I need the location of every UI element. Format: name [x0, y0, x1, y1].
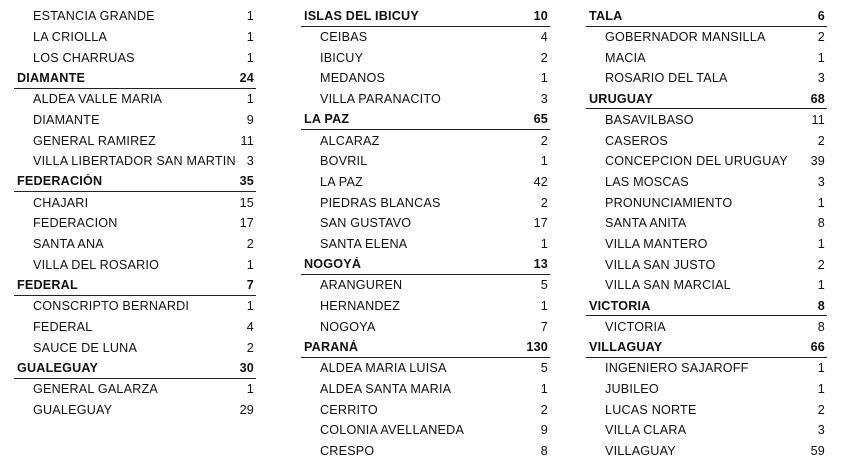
locality-row	[586, 234, 827, 255]
locality-row	[586, 68, 827, 89]
locality-count: 8	[540, 444, 548, 459]
locality-count: 42	[533, 174, 548, 189]
locality-name: GENERAL RAMIREZ	[33, 133, 156, 148]
department-total: 10	[533, 8, 548, 23]
locality-name: CONSCRIPTO BERNARDI	[33, 299, 190, 314]
locality-name: ALDEA VALLE MARIA	[33, 92, 163, 107]
locality-row	[14, 151, 256, 172]
department-total: 65	[533, 112, 548, 127]
department-header	[14, 358, 256, 379]
locality-name: ALCARAZ	[320, 133, 380, 148]
locality-name: LUCAS NORTE	[605, 402, 697, 417]
locality-row	[14, 254, 256, 275]
locality-row	[14, 379, 256, 400]
locality-row	[14, 317, 256, 338]
locality-name: MACIA	[605, 50, 646, 65]
department-header	[301, 6, 550, 27]
locality-name: VILLAGUAY	[605, 444, 676, 459]
department-name: DIAMANTE	[17, 70, 86, 85]
locality-count: 3	[246, 154, 254, 169]
locality-row	[586, 27, 827, 48]
locality-count: 9	[246, 112, 254, 127]
locality-row	[14, 296, 256, 317]
locality-name: LOS CHARRUAS	[33, 50, 135, 65]
locality-count: 2	[817, 402, 825, 417]
locality-name: LA CRIOLLA	[33, 30, 108, 45]
department-header	[586, 89, 827, 110]
locality-row	[301, 296, 550, 317]
locality-count: 1	[246, 257, 254, 272]
department-header	[301, 110, 550, 131]
locality-count: 17	[239, 216, 254, 231]
locality-row	[586, 441, 827, 461]
locality-name: BASAVILBASO	[605, 112, 694, 127]
department-name: NOGOYÁ	[304, 257, 362, 272]
locality-name: GOBERNADOR MANSILLA	[605, 30, 766, 45]
locality-count: 1	[540, 154, 548, 169]
locality-count: 5	[540, 361, 548, 376]
locality-count: 1	[540, 381, 548, 396]
locality-count: 1	[817, 278, 825, 293]
locality-count: 3	[540, 92, 548, 107]
locality-name: CONCEPCION DEL URUGUAY	[605, 154, 788, 169]
locality-row	[301, 89, 550, 110]
locality-row	[586, 47, 827, 68]
locality-count: 5	[540, 278, 548, 293]
locality-name: SAUCE DE LUNA	[33, 340, 138, 355]
locality-row	[301, 379, 550, 400]
locality-name: CERRITO	[320, 402, 378, 417]
department-header	[14, 275, 256, 296]
department-total: 66	[810, 340, 825, 355]
department-header	[301, 337, 550, 358]
locality-row	[301, 47, 550, 68]
locality-row	[301, 151, 550, 172]
locality-name: IBICUY	[320, 50, 364, 65]
locality-name: GENERAL GALARZA	[33, 381, 159, 396]
locality-row	[586, 420, 827, 441]
department-name: VICTORIA	[589, 298, 651, 313]
locality-count: 2	[246, 237, 254, 252]
locality-name: VILLA PARANACITO	[320, 92, 442, 107]
department-header	[586, 337, 827, 358]
department-name: FEDERAL	[17, 277, 78, 292]
locality-name: SANTA ANA	[33, 237, 104, 252]
locality-name: CEIBAS	[320, 30, 368, 45]
locality-name: CASEROS	[605, 133, 668, 148]
department-name: FEDERACIÓN	[17, 174, 103, 189]
locality-count: 7	[540, 319, 548, 334]
locality-row	[301, 68, 550, 89]
locality-name: VILLA DEL ROSARIO	[33, 257, 160, 272]
locality-name: VILLA LIBERTADOR SAN MARTIN	[33, 154, 236, 169]
locality-name: ALDEA MARIA LUISA	[320, 361, 447, 376]
locality-name: INGENIERO SAJAROFF	[605, 361, 749, 376]
department-total: 8	[817, 298, 825, 313]
locality-name: SANTA ANITA	[605, 216, 687, 231]
locality-count: 2	[817, 133, 825, 148]
locality-row	[301, 27, 550, 48]
department-name: VILLAGUAY	[589, 340, 663, 355]
locality-name: BOVRIL	[320, 154, 368, 169]
department-total: 68	[810, 91, 825, 106]
department-name: LA PAZ	[304, 112, 350, 127]
locality-row	[586, 130, 827, 151]
locality-name: FEDERAL	[33, 319, 93, 334]
locality-name: MEDANOS	[320, 71, 386, 86]
locality-count: 39	[810, 154, 825, 169]
locality-name: ESTANCIA GRANDE	[33, 9, 155, 24]
locality-name: GUALEGUAY	[33, 402, 113, 417]
department-total: 7	[246, 277, 254, 292]
locality-name: VILLA SAN MARCIAL	[605, 278, 731, 293]
department-name: TALA	[589, 8, 623, 23]
locality-count: 1	[540, 299, 548, 314]
locality-name: LAS MOSCAS	[605, 174, 689, 189]
locality-count: 2	[540, 195, 548, 210]
locality-name: ARANGUREN	[320, 278, 403, 293]
locality-count: 3	[817, 71, 825, 86]
department-total: 35	[239, 174, 254, 189]
locality-row	[301, 192, 550, 213]
locality-count: 2	[540, 50, 548, 65]
locality-count: 2	[817, 30, 825, 45]
locality-count: 9	[540, 423, 548, 438]
locality-row	[14, 27, 256, 48]
locality-row	[301, 358, 550, 379]
locality-row	[586, 151, 827, 172]
locality-row	[301, 441, 550, 461]
locality-name: SAN GUSTAVO	[320, 216, 412, 231]
locality-row	[586, 110, 827, 131]
locality-row	[586, 379, 827, 400]
department-total: 6	[817, 8, 825, 23]
locality-name: ALDEA SANTA MARIA	[320, 381, 452, 396]
locality-count: 17	[533, 216, 548, 231]
locality-name: LA PAZ	[320, 174, 363, 189]
locality-count: 1	[817, 361, 825, 376]
locality-name: COLONIA AVELLANEDA	[320, 423, 465, 438]
department-total: 13	[533, 257, 548, 272]
locality-row	[301, 234, 550, 255]
locality-count: 2	[540, 402, 548, 417]
locality-name: PIEDRAS BLANCAS	[320, 195, 441, 210]
locality-count: 1	[540, 237, 548, 252]
locality-count: 29	[239, 402, 254, 417]
locality-count: 1	[246, 30, 254, 45]
locality-name: CHAJARI	[33, 195, 89, 210]
locality-row	[586, 358, 827, 379]
locality-count: 1	[817, 50, 825, 65]
locality-name: VILLA SAN JUSTO	[605, 257, 716, 272]
locality-count: 3	[817, 423, 825, 438]
locality-row	[301, 317, 550, 338]
locality-row	[14, 110, 256, 131]
locality-name: NOGOYA	[320, 319, 376, 334]
locality-row	[586, 275, 827, 296]
locality-row	[586, 399, 827, 420]
department-header	[586, 6, 827, 27]
locality-name: ROSARIO DEL TALA	[605, 71, 728, 86]
department-header	[301, 254, 550, 275]
locality-row	[14, 130, 256, 151]
locality-name: HERNANDEZ	[320, 299, 401, 314]
locality-row	[301, 275, 550, 296]
locality-count: 1	[817, 381, 825, 396]
department-name: PARANÁ	[304, 340, 359, 355]
locality-row	[14, 47, 256, 68]
locality-count: 59	[810, 444, 825, 459]
locality-row	[14, 337, 256, 358]
locality-row	[586, 172, 827, 193]
locality-row	[14, 213, 256, 234]
locality-count: 1	[817, 195, 825, 210]
department-total: 30	[239, 360, 254, 375]
locality-row	[301, 399, 550, 420]
locality-count: 1	[817, 237, 825, 252]
locality-count: 3	[817, 174, 825, 189]
locality-name: SANTA ELENA	[320, 237, 408, 252]
department-header	[586, 296, 827, 317]
locality-row	[14, 89, 256, 110]
locality-row	[586, 192, 827, 213]
locality-count: 1	[246, 9, 254, 24]
locality-row	[14, 192, 256, 213]
locality-count: 4	[540, 30, 548, 45]
locality-row	[14, 234, 256, 255]
locality-name: PRONUNCIAMIENTO	[605, 195, 733, 210]
department-total: 24	[239, 70, 254, 85]
locality-name: VILLA MANTERO	[605, 237, 708, 252]
department-header	[14, 172, 256, 193]
locality-count: 8	[817, 216, 825, 231]
locality-name: VILLA CLARA	[605, 423, 687, 438]
locality-row	[301, 213, 550, 234]
locality-row	[586, 317, 827, 338]
locality-row	[586, 213, 827, 234]
locality-row	[301, 172, 550, 193]
locality-row	[14, 6, 256, 27]
locality-name: CRESPO	[320, 444, 375, 459]
locality-count: 1	[246, 299, 254, 314]
department-name: URUGUAY	[589, 91, 653, 106]
locality-count: 8	[817, 319, 825, 334]
locality-count: 15	[239, 195, 254, 210]
department-name: GUALEGUAY	[17, 360, 99, 375]
locality-name: DIAMANTE	[33, 112, 100, 127]
locality-row	[14, 399, 256, 420]
department-total: 130	[526, 340, 548, 355]
locality-row	[586, 254, 827, 275]
locality-name: JUBILEO	[605, 381, 659, 396]
locality-row	[301, 130, 550, 151]
locality-count: 2	[540, 133, 548, 148]
locality-name: FEDERACION	[33, 216, 118, 231]
locality-count: 1	[246, 92, 254, 107]
locality-count: 11	[240, 133, 254, 148]
department-header	[14, 68, 256, 89]
locality-count: 2	[246, 340, 254, 355]
locality-row	[301, 420, 550, 441]
locality-count: 11	[811, 112, 825, 127]
locality-count: 2	[817, 257, 825, 272]
locality-count: 4	[246, 319, 254, 334]
locality-count: 1	[540, 71, 548, 86]
locality-name: VICTORIA	[605, 319, 666, 334]
locality-count: 1	[246, 381, 254, 396]
department-name: ISLAS DEL IBICUY	[304, 8, 419, 23]
locality-count: 1	[246, 50, 254, 65]
